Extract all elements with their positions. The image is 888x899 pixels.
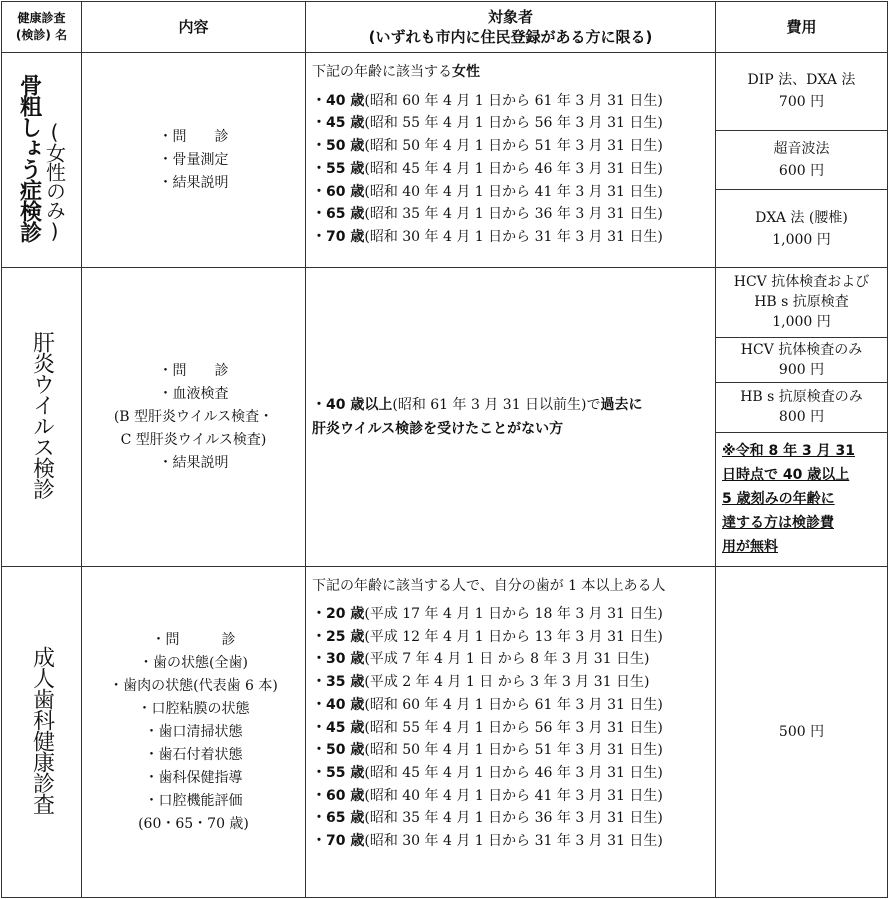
- note-line: 5 歳刻みの年齢に: [722, 491, 835, 508]
- target-age: ・55 歳: [312, 764, 365, 781]
- dental-content-item: ・歯科保健指導: [144, 769, 243, 786]
- target-age-line: [312, 807, 711, 830]
- osteo-target-intro: [312, 53, 711, 84]
- target-birth-range: (平成 7 年 4 月 1 日 から 8 年 3 月 31 日生): [364, 651, 650, 668]
- target-age: ・65 歳: [312, 810, 365, 827]
- target-age-line: [312, 626, 711, 649]
- header-target: [306, 2, 716, 53]
- liver-target-age: ・40 歳以上: [312, 397, 393, 413]
- target-age-line: [312, 90, 711, 113]
- osteo-content-item: ・結果説明: [158, 174, 229, 191]
- liver-content-item: C 型肝炎ウイルス検査): [120, 431, 267, 448]
- fee-price: 1,000 円: [772, 314, 831, 331]
- target-age: ・55 歳: [312, 160, 365, 177]
- note-line: 用が無料: [722, 539, 778, 556]
- fee-method: HCV 抗体検査および: [733, 274, 870, 291]
- target-age-line: [312, 603, 711, 626]
- fee-method: DIP 法、DXA 法: [747, 72, 856, 89]
- header-row: [2, 2, 888, 53]
- target-age-line: [312, 112, 711, 135]
- target-age: ・50 歳: [312, 138, 365, 155]
- target-age-line: [312, 671, 711, 694]
- target-age: ・45 歳: [312, 115, 365, 132]
- target-birth-range: (昭和 40 年 4 月 1 日から 41 年 3 月 31 日生): [364, 787, 663, 804]
- liver-target-em: 過去に: [600, 397, 643, 413]
- osteo-name-sub: (女性のみ): [42, 120, 67, 242]
- target-birth-range: (昭和 55 年 4 月 1 日から 56 年 3 月 31 日生): [364, 719, 663, 736]
- target-age-line: [312, 762, 711, 785]
- target-age: ・50 歳: [312, 742, 365, 759]
- fee-method: 超音波法: [773, 140, 830, 157]
- target-birth-range: (昭和 45 年 4 月 1 日から 46 年 3 月 31 日生): [364, 764, 663, 781]
- dental-content-item: (60・65・70 歳): [138, 815, 249, 832]
- target-age-line: [312, 830, 711, 853]
- fee-method: HB s 抗原検査のみ: [740, 389, 863, 406]
- liver-fee-2: [716, 337, 888, 382]
- header-checkup-name: [2, 2, 82, 53]
- liver-content-item: (B 型肝炎ウイルス検査・: [113, 408, 274, 425]
- fee-price: 1,000 円: [772, 231, 831, 248]
- osteo-target-list: [312, 90, 711, 249]
- osteo-intro-prefix: 下記の年齢に該当する: [312, 64, 452, 80]
- target-age-line: [312, 648, 711, 671]
- header-checkup-name-line1: 健康診査: [17, 11, 66, 25]
- target-birth-range: (昭和 60 年 4 月 1 日から 61 年 3 月 31 日生): [364, 696, 663, 713]
- dental-content-item: ・問 診: [151, 631, 236, 648]
- target-age: ・30 歳: [312, 651, 365, 668]
- target-birth-range: (平成 2 年 4 月 1 日 から 3 年 3 月 31 日生): [364, 674, 650, 691]
- dental-content-cell: [82, 567, 306, 898]
- osteo-name: 骨粗しょう症検診: [16, 74, 42, 242]
- osteo-content-item: ・骨量測定: [158, 151, 229, 168]
- dental-name: 成人歯科健康診査: [29, 646, 55, 814]
- note-line: ※令和 8 年 3 月 31: [722, 443, 855, 460]
- osteo-intro-bold: 女性: [452, 64, 480, 80]
- osteo-fee-2: [716, 130, 888, 190]
- target-birth-range: (昭和 30 年 4 月 1 日から 31 年 3 月 31 日生): [364, 228, 663, 245]
- fee-price: 700 円: [778, 94, 825, 111]
- target-age-line: [312, 717, 711, 740]
- target-age: ・70 歳: [312, 833, 365, 850]
- header-target-line2: (いずれも市内に住民登録がある方に限る): [368, 28, 653, 46]
- target-age: ・60 歳: [312, 787, 365, 804]
- osteo-row-1: [2, 53, 888, 131]
- target-age-line: [312, 135, 711, 158]
- dental-content-item: ・歯肉の状態(代表歯 6 本): [109, 677, 278, 694]
- target-age-line: [312, 739, 711, 762]
- target-age: ・60 歳: [312, 183, 365, 200]
- osteo-content-cell: [82, 53, 306, 268]
- liver-free-note: [716, 432, 888, 566]
- target-birth-range: (昭和 35 年 4 月 1 日から 36 年 3 月 31 日生): [364, 206, 663, 223]
- target-age-line: [312, 694, 711, 717]
- note-line: 達する方は検診費: [722, 515, 834, 532]
- dental-content-item: ・歯口清掃状態: [144, 723, 243, 740]
- osteo-fee-1: [716, 53, 888, 131]
- target-birth-range: (平成 17 年 4 月 1 日から 18 年 3 月 31 日生): [364, 606, 663, 622]
- fee-method: HCV 抗体検査のみ: [740, 341, 863, 358]
- header-checkup-name-line2: (検診) 名: [15, 28, 68, 42]
- fee-price: 800 円: [778, 409, 825, 426]
- target-birth-range: (昭和 50 年 4 月 1 日から 51 年 3 月 31 日生): [364, 138, 663, 155]
- note-line: 日時点で 40 歳以上: [722, 467, 850, 484]
- liver-content-item: ・血液検査: [158, 385, 229, 402]
- target-age: ・40 歳: [312, 696, 365, 713]
- fee-price: 900 円: [778, 361, 825, 378]
- dental-target-intro: 下記の年齢に該当する人で、自分の歯が 1 本以上ある人: [312, 578, 666, 594]
- header-fee: 費用: [716, 2, 888, 53]
- target-age: ・40 歳: [312, 92, 365, 109]
- osteo-fee-3: [716, 190, 888, 268]
- liver-target-range: (昭和 61 年 3 月 31 日以前生)で: [392, 397, 601, 413]
- liver-target-text: [312, 393, 709, 441]
- target-age: ・35 歳: [312, 674, 365, 691]
- target-age-line: [312, 785, 711, 808]
- target-birth-range: (昭和 30 年 4 月 1 日から 31 年 3 月 31 日生): [364, 833, 663, 850]
- target-age: ・20 歳: [312, 606, 365, 622]
- target-birth-range: (昭和 60 年 4 月 1 日から 61 年 3 月 31 日生): [364, 92, 663, 109]
- liver-target-rest: 肝炎ウイルス検診を受けたことがない方: [312, 421, 564, 437]
- dental-content-item: ・歯の状態(全歯): [139, 654, 248, 671]
- header-target-line1: 対象者: [487, 8, 533, 26]
- target-age-line: [312, 181, 711, 204]
- liver-content-item: ・結果説明: [158, 454, 229, 471]
- liver-content-cell: [82, 268, 306, 567]
- dental-row: [2, 567, 888, 898]
- liver-fee-1: [716, 268, 888, 338]
- target-age: ・25 歳: [312, 628, 365, 645]
- liver-name-cell: [2, 268, 82, 567]
- dental-target-list: [312, 603, 711, 853]
- fee-method: HB s 抗原検査: [754, 294, 849, 311]
- target-age: ・70 歳: [312, 228, 365, 245]
- target-birth-range: (平成 12 年 4 月 1 日から 13 年 3 月 31 日生): [364, 628, 663, 645]
- header-content: 内容: [82, 2, 306, 53]
- dental-name-cell: [2, 567, 82, 898]
- dental-fee: 500 円: [716, 567, 888, 898]
- osteo-content-item: ・問 診: [158, 128, 229, 145]
- target-birth-range: (昭和 45 年 4 月 1 日から 46 年 3 月 31 日生): [364, 160, 663, 177]
- checkup-table: [1, 1, 888, 898]
- dental-content-item: ・歯石付着状態: [144, 746, 243, 763]
- fee-price: 600 円: [778, 162, 825, 179]
- target-birth-range: (昭和 50 年 4 月 1 日から 51 年 3 月 31 日生): [364, 742, 663, 759]
- liver-row-1: [2, 268, 888, 338]
- target-birth-range: (昭和 35 年 4 月 1 日から 36 年 3 月 31 日生): [364, 810, 663, 827]
- liver-name: 肝炎ウイルス検診: [29, 331, 55, 499]
- liver-content-item: ・問 診: [158, 362, 229, 379]
- target-age-line: [312, 158, 711, 181]
- liver-target-cell: [306, 268, 716, 567]
- fee-method: DXA 法 (腰椎): [755, 209, 848, 226]
- liver-fee-3: [716, 383, 888, 432]
- target-age-line: [312, 203, 711, 226]
- osteo-name-cell: [2, 53, 82, 268]
- target-age: ・65 歳: [312, 206, 365, 223]
- target-age: ・45 歳: [312, 719, 365, 736]
- dental-content-item: ・口腔機能評価: [144, 792, 243, 809]
- target-birth-range: (昭和 55 年 4 月 1 日から 56 年 3 月 31 日生): [364, 115, 663, 132]
- target-age-line: [312, 226, 711, 249]
- target-birth-range: (昭和 40 年 4 月 1 日から 41 年 3 月 31 日生): [364, 183, 663, 200]
- dental-content-item: ・口腔粘膜の状態: [137, 700, 250, 717]
- dental-target-cell: [306, 567, 716, 898]
- osteo-target-cell: [306, 53, 716, 268]
